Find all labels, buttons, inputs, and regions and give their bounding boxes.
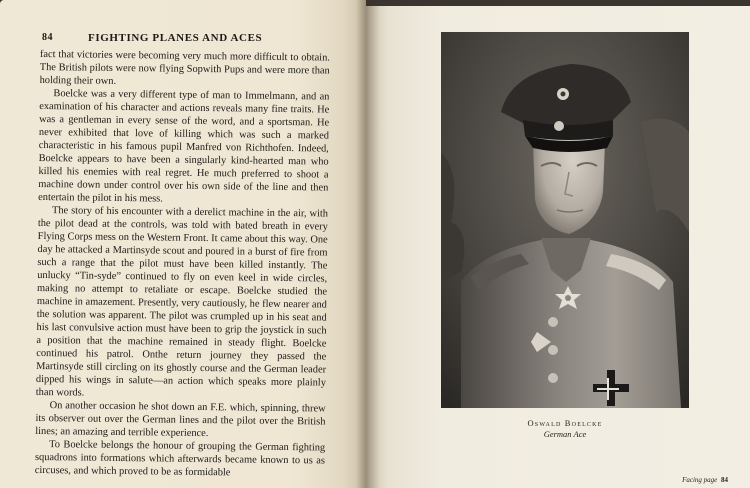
facing-label: Facing page <box>682 476 718 484</box>
paragraph: Boelcke was a very different type of man to Immelmann, and an examination of his character and actions reveals many fine traits. He was a gentleman in every sense of the word, and a sportsman. He never exhibited that love of killing which was such a marked characteristic in his famous pupil Manfred von Richthofen. Indeed, Boelcke appears to have been a singularly kind-hearted man who killed his enemies with real regret. He much preferred to shoot a machine down under control over his own side of the line and then entertain the pilot in his mess. <box>38 88 330 205</box>
portrait-photo <box>441 32 689 408</box>
paragraph: fact that victories were becoming very much more difficult to obtain. The British pilots were now flying Sopwith Pups and were more than holding their own. <box>39 48 330 87</box>
page-header <box>30 30 330 50</box>
right-page <box>366 6 750 488</box>
body-text <box>34 48 330 479</box>
photo-caption <box>441 418 689 439</box>
facing-page-number: 84 <box>721 476 728 484</box>
paragraph: The story of his encounter with a derelict machine in the air, with the pilot dead at the controls, was told with bated breath in every Flying Corps mess on the Western Front. It came about this way. One day he attacked a Martinsyde scout and poured in a burst of fire from such a range that the pilot must have been killed instantly. The unlucky “Tin-syde” continued to fly on even keel in wide circles, making no attempt to retaliate or escape. Boelcke studied the machine in amazement. Presently, very cautiously, he flew nearer and the solution was apparent. The pilot was crumpled up in his seat and his last convulsive action must have been to grip the joystick in such a position that the machine remained in steady flight. Boelcke continued his patrol. Onthe return journey they passed the Martinsyde still circling on its ghostly course and the German leader dipped his wings in salute—an action which speaks more plainly than words. <box>35 205 329 399</box>
left-page <box>0 0 366 488</box>
page-number: 84 <box>42 32 53 43</box>
caption-name: Oswald Boelcke <box>527 418 603 428</box>
paragraph: To Boelcke belongs the honour of grouping the German fighting squadrons into formations which afterwards became known to us as circuses, and which proved to be as formidable <box>34 439 326 479</box>
caption-subtitle: German Ace <box>543 429 587 439</box>
running-head: FIGHTING PLANES AND ACES <box>88 32 263 44</box>
facing-page-note <box>682 476 728 484</box>
paragraph: On another occasion he shot down an F.E. which, spinning, threw its observer out over the German lines and the pilot over the British lines; an amazing and terrible experience. <box>35 400 326 440</box>
portrait-illustration <box>441 32 689 408</box>
